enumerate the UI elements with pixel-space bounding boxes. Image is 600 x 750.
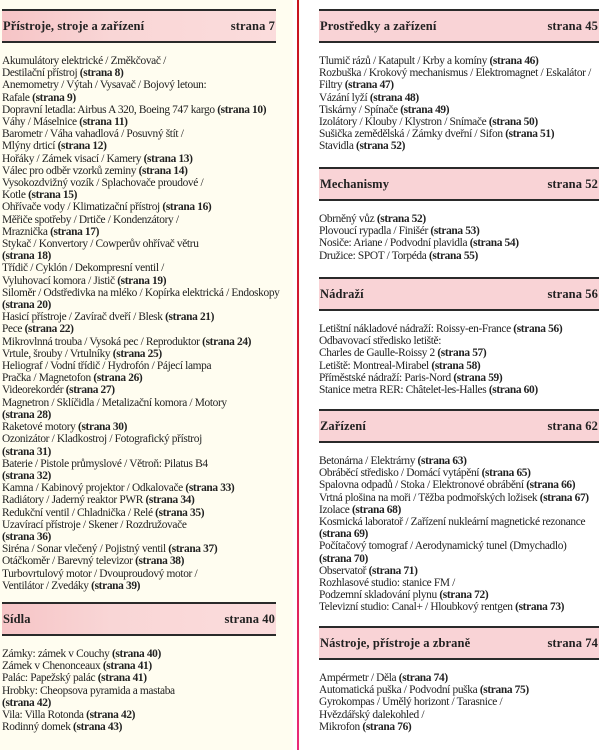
entry-page-ref: (strana 70) bbox=[319, 552, 368, 565]
entry-page-ref: (strana 17) bbox=[50, 225, 100, 238]
index-entry bbox=[2, 409, 276, 421]
entry-page-ref: (strana 26) bbox=[93, 372, 143, 385]
index-entry bbox=[2, 153, 276, 165]
index-entry bbox=[2, 128, 276, 140]
entry-text: Ozonizátor / Kladkostroj / Fotografický přístroj bbox=[2, 433, 202, 446]
entry-page-ref: (strana 21) bbox=[165, 311, 215, 324]
entry-page-ref: (strana 10) bbox=[217, 103, 267, 116]
entry-text: Rafale bbox=[2, 91, 30, 104]
index-entry bbox=[319, 528, 599, 540]
index-entry bbox=[319, 601, 599, 613]
index-entry bbox=[2, 299, 276, 311]
entry-page-ref: (strana 15) bbox=[28, 189, 78, 202]
entry-page-ref: (strana 75) bbox=[479, 684, 529, 697]
entry-text: Plovoucí rypadla / Finišér bbox=[319, 225, 428, 238]
entry-text: Radiátory / Jaderný reaktor PWR bbox=[2, 494, 143, 507]
entry-page-ref: (strana 50) bbox=[488, 116, 538, 129]
entry-page-ref: (strana 57) bbox=[437, 347, 487, 360]
index-entry bbox=[2, 104, 276, 116]
entry-text: Redukční ventil / Chladnička / Relé bbox=[2, 506, 153, 519]
entry-list bbox=[319, 672, 599, 733]
entry-text: Vázání lyží bbox=[319, 91, 368, 104]
entry-page-ref: (strana 25) bbox=[112, 347, 162, 360]
index-entry bbox=[2, 384, 276, 396]
entry-text: Rozbuška / Krokový mechanismus / Elektromagnet / Eskalátor / bbox=[319, 67, 591, 80]
index-entry bbox=[319, 672, 599, 684]
index-entry bbox=[319, 140, 599, 152]
section-header bbox=[319, 9, 599, 43]
index-entry bbox=[2, 721, 276, 733]
index-entry bbox=[319, 372, 599, 384]
index-entry bbox=[319, 250, 599, 262]
entry-text: Hrobky: Cheopsova pyramida a mastaba bbox=[2, 684, 175, 697]
entry-text: Sušička zemědělská / Zámky dveřní / Sifon bbox=[319, 128, 503, 141]
entry-text: Baterie / Pistole průmyslové / Větroň: Pilatus B4 bbox=[2, 457, 208, 470]
entry-page-ref: (strana 58) bbox=[431, 359, 481, 372]
entry-text: Měřiče spotřeby / Drtiče / Kondenzátory / bbox=[2, 213, 179, 226]
index-entry bbox=[2, 372, 276, 384]
index-entry bbox=[2, 531, 276, 543]
section-title: Mechanismy bbox=[320, 176, 390, 191]
index-entry bbox=[319, 553, 599, 565]
index-entry bbox=[2, 672, 276, 684]
index-entry bbox=[2, 397, 276, 409]
entry-page-ref: (strana 51) bbox=[505, 128, 555, 141]
index-entry bbox=[2, 116, 276, 128]
index-entry bbox=[319, 467, 599, 479]
index-entry bbox=[319, 589, 599, 601]
entry-page-ref: (strana 13) bbox=[143, 152, 193, 165]
index-entry bbox=[2, 421, 276, 433]
entry-page-ref: (strana 39) bbox=[91, 579, 141, 592]
index-entry bbox=[319, 455, 599, 467]
entry-text: Charles de Gaulle-Roissy 2 bbox=[319, 347, 435, 360]
entry-page-ref: (strana 37) bbox=[168, 543, 218, 556]
entry-text: Obrněný vůz bbox=[319, 213, 375, 225]
entry-page-ref: (strana 56) bbox=[513, 323, 563, 335]
entry-page-ref: (strana 19) bbox=[117, 274, 167, 287]
entry-text: Vrtule, šrouby / Vrtulníky bbox=[2, 347, 111, 360]
entry-text: Stanice metra RER: Châtelet-les-Halles bbox=[319, 384, 487, 397]
entry-text: Pračka / Magnetofon bbox=[2, 372, 91, 385]
entry-page-ref: (strana 24) bbox=[202, 335, 252, 348]
section-sidla bbox=[2, 602, 276, 733]
entry-text: Destilační přístroj bbox=[2, 67, 78, 80]
index-entry bbox=[319, 213, 599, 225]
index-entry bbox=[319, 55, 599, 67]
entry-text: Izolátory / Klouby / Klystron / Snímače bbox=[319, 116, 487, 129]
right-page bbox=[300, 0, 600, 750]
entry-text: Zámky: zámek v Couchy bbox=[2, 648, 110, 660]
entry-text: Televizní studio: Canal+ / Hloubkový rentgen bbox=[319, 601, 513, 614]
entry-text: Stykač / Konvertory / Cowperův ohřívač větru bbox=[2, 238, 199, 251]
index-entry bbox=[319, 709, 599, 721]
section-page-ref: strana 74 bbox=[547, 635, 598, 650]
entry-text: Tlumič rázů / Katapult / Krby a komíny bbox=[319, 55, 487, 67]
entry-text: Hvězdářský dalekohled / bbox=[319, 708, 425, 721]
index-entry bbox=[2, 55, 276, 67]
entry-page-ref: (strana 36) bbox=[2, 530, 51, 543]
entry-text: Vrtná plošina na moři / Těžba podmořských ložisek bbox=[319, 491, 538, 504]
index-entry bbox=[2, 458, 276, 470]
index-entry bbox=[2, 226, 276, 238]
entry-text: Vyluhovací komora / Jistič bbox=[2, 274, 115, 287]
index-entry bbox=[2, 250, 276, 262]
index-entry bbox=[2, 262, 276, 274]
entry-text: Filtry bbox=[319, 79, 343, 92]
index-entry bbox=[2, 360, 276, 372]
index-entry bbox=[319, 684, 599, 696]
index-entry bbox=[319, 128, 599, 140]
section-page-ref: strana 45 bbox=[547, 18, 598, 33]
entry-page-ref: (strana 27) bbox=[65, 384, 115, 397]
index-entry bbox=[2, 79, 276, 91]
entry-page-ref: (strana 12) bbox=[57, 140, 107, 153]
entry-text: Gyrokompas / Umělý horizont / Tarasnice / bbox=[319, 696, 503, 709]
index-entry bbox=[319, 565, 599, 577]
section-header bbox=[319, 167, 599, 201]
entry-page-ref: (strana 18) bbox=[2, 250, 51, 263]
entry-page-ref: (strana 31) bbox=[2, 445, 51, 458]
entry-page-ref: (strana 8) bbox=[79, 67, 124, 80]
section-header bbox=[319, 277, 599, 311]
entry-text: Dopravní letadla: Airbus A 320, Boeing 747 kargo bbox=[2, 103, 215, 116]
entry-text: Rozhlasové studio: stanice FM / bbox=[319, 577, 455, 590]
entry-page-ref: (strana 52) bbox=[356, 140, 406, 153]
entry-page-ref: (strana 46) bbox=[489, 55, 539, 67]
entry-page-ref: (strana 68) bbox=[351, 503, 401, 516]
entry-text: Palác: Papežský palác bbox=[2, 672, 96, 685]
section-mechanismy bbox=[319, 167, 599, 262]
entry-page-ref: (strana 43) bbox=[73, 721, 123, 734]
index-entry bbox=[2, 177, 276, 189]
section-page-ref: strana 7 bbox=[230, 18, 275, 33]
entry-text: Nosiče: Ariane / Podvodní plavidla bbox=[319, 237, 468, 250]
index-entry bbox=[319, 92, 599, 104]
entry-text: Kotle bbox=[2, 189, 26, 202]
index-entry bbox=[2, 660, 276, 672]
index-entry bbox=[319, 323, 599, 335]
index-entry bbox=[2, 433, 276, 445]
section-title: Přístroje, stroje a zařízení bbox=[3, 18, 145, 33]
index-entry bbox=[2, 470, 276, 482]
section-header bbox=[2, 9, 276, 43]
section-title: Nástroje, přístroje a zbraně bbox=[320, 635, 471, 650]
index-entry bbox=[2, 543, 276, 555]
entry-page-ref: (strana 42) bbox=[86, 709, 136, 722]
section-zarizeni bbox=[319, 409, 599, 614]
entry-text: Automatická puška / Podvodní puška bbox=[319, 684, 478, 697]
section-header bbox=[319, 409, 599, 443]
index-entry bbox=[2, 697, 276, 709]
entry-text: Otáčkoměr / Barevný televizor bbox=[2, 555, 133, 568]
entry-text: Mikrovlnná trouba / Vysoká pec / Reproduktor bbox=[2, 335, 200, 348]
entry-page-ref: (strana 40) bbox=[111, 648, 161, 660]
entry-text: Pece bbox=[2, 323, 23, 336]
index-entry bbox=[319, 504, 599, 516]
entry-text: Příměstské nádraží: Paris-Nord bbox=[319, 371, 451, 384]
entry-text: Uzavírací přístroje / Skener / Rozdružovače bbox=[2, 518, 187, 531]
entry-page-ref: (strana 22) bbox=[24, 323, 74, 336]
entry-page-ref: (strana 69) bbox=[319, 528, 368, 541]
index-entry bbox=[319, 67, 599, 79]
entry-text: Váhy / Máselnice bbox=[2, 116, 77, 129]
entry-page-ref: (strana 41) bbox=[97, 672, 147, 685]
entry-text: Podzemní skladování plynu bbox=[319, 589, 437, 602]
index-entry bbox=[2, 67, 276, 79]
index-entry bbox=[2, 507, 276, 519]
section-page-ref: strana 40 bbox=[224, 611, 275, 626]
section-page-ref: strana 56 bbox=[547, 286, 598, 301]
entry-text: Kamna / Kabinový projektor / Odkalovače bbox=[2, 482, 183, 495]
entry-text: Hořáky / Zámek visací / Kamery bbox=[2, 152, 142, 165]
section-title: Nádraží bbox=[320, 286, 364, 301]
entry-page-ref: (strana 63) bbox=[417, 455, 467, 467]
entry-text: Zámek v Chenonceaux bbox=[2, 660, 101, 673]
index-entry bbox=[319, 577, 599, 589]
entry-text: Raketové motory bbox=[2, 421, 76, 434]
entry-page-ref: (strana 34) bbox=[145, 494, 195, 507]
entry-text: Stavidla bbox=[319, 140, 354, 153]
entry-text: Siréna / Sonar vlečený / Pojistný ventil bbox=[2, 543, 166, 556]
section-page-ref: strana 62 bbox=[547, 418, 598, 433]
left-page bbox=[0, 0, 292, 750]
entry-page-ref: (strana 49) bbox=[400, 103, 450, 116]
index-entry bbox=[319, 384, 599, 396]
index-entry bbox=[2, 494, 276, 506]
entry-page-ref: (strana 33) bbox=[185, 482, 235, 495]
entry-page-ref: (strana 14) bbox=[138, 164, 188, 177]
entry-page-ref: (strana 20) bbox=[2, 299, 51, 312]
index-entry bbox=[2, 214, 276, 226]
index-entry bbox=[319, 696, 599, 708]
index-entry bbox=[2, 555, 276, 567]
entry-text: Letištní nákladové nádraží: Roissy-en-France bbox=[319, 323, 511, 335]
index-entry bbox=[319, 104, 599, 116]
entry-text: Observatoř bbox=[319, 564, 367, 577]
entry-page-ref: (strana 65) bbox=[481, 467, 531, 480]
entry-list bbox=[319, 55, 599, 153]
section-title: Sídla bbox=[3, 611, 31, 626]
index-entry bbox=[2, 165, 276, 177]
entry-text: Anemometry / Výtah / Vysavač / Bojový letoun: bbox=[2, 79, 207, 92]
entry-list bbox=[319, 455, 599, 614]
index-entry bbox=[2, 311, 276, 323]
entry-page-ref: (strana 55) bbox=[428, 249, 478, 262]
index-entry bbox=[319, 335, 599, 347]
entry-page-ref: (strana 59) bbox=[453, 371, 503, 384]
index-entry bbox=[2, 685, 276, 697]
index-entry bbox=[2, 286, 280, 299]
entry-page-ref: (strana 9) bbox=[32, 91, 76, 104]
index-entry bbox=[2, 348, 276, 360]
entry-page-ref: (strana 76) bbox=[362, 720, 412, 733]
entry-text: Rodinný domek bbox=[2, 721, 71, 734]
index-entry bbox=[319, 492, 599, 504]
entry-text: Ampérmetr / Děla bbox=[319, 672, 397, 684]
entry-page-ref: (strana 72) bbox=[439, 589, 489, 602]
entry-text: Magnetron / Sklíčidla / Metalizační komora / Motory bbox=[2, 396, 227, 409]
index-entry bbox=[2, 709, 276, 721]
entry-page-ref: (strana 48) bbox=[369, 91, 419, 104]
entry-text: Kosmická laboratoř / Zařízení nukleární magnetické rezonance bbox=[319, 516, 586, 529]
entry-page-ref: (strana 35) bbox=[155, 506, 205, 519]
index-entry bbox=[2, 648, 276, 660]
entry-page-ref: (strana 54) bbox=[469, 237, 519, 250]
index-entry bbox=[2, 323, 276, 335]
index-entry bbox=[2, 519, 276, 531]
entry-text: Třídič / Cyklón / Dekompresní ventil / bbox=[2, 262, 164, 275]
entry-text: Obráběcí středisko / Domácí vytápění bbox=[319, 467, 480, 480]
index-entry bbox=[319, 347, 599, 359]
index-entry bbox=[319, 79, 599, 91]
entry-text: Spalovna odpadů / Stoka / Elektronové obrábění bbox=[319, 479, 524, 492]
index-entry bbox=[2, 580, 276, 592]
entry-text: Družice: SPOT / Torpéda bbox=[319, 249, 427, 262]
index-entry bbox=[2, 238, 276, 250]
entry-page-ref: (strana 30) bbox=[78, 421, 128, 434]
entry-text: Mikrofon bbox=[319, 720, 360, 733]
entry-text: Vysokozdvižný vozík / Splachovače proudové / bbox=[2, 177, 204, 190]
spine-rule bbox=[297, 0, 299, 750]
index-entry bbox=[2, 201, 276, 213]
index-entry bbox=[2, 275, 276, 287]
section-title: Zařízení bbox=[320, 418, 366, 433]
entry-list bbox=[319, 213, 599, 262]
entry-list bbox=[2, 648, 276, 733]
entry-text: Mlýny drticí bbox=[2, 140, 56, 153]
entry-text: Počítačový tomograf / Aerodynamický tunel (Dmychadlo) bbox=[319, 540, 567, 553]
section-nastroje bbox=[319, 626, 599, 733]
entry-page-ref: (strana 11) bbox=[79, 116, 128, 129]
entry-page-ref: (strana 47) bbox=[344, 79, 394, 92]
entry-page-ref: (strana 38) bbox=[135, 555, 185, 568]
entry-list bbox=[2, 55, 280, 592]
entry-page-ref: (strana 52) bbox=[376, 213, 426, 225]
entry-page-ref: (strana 74) bbox=[398, 672, 448, 684]
index-entry bbox=[2, 92, 276, 104]
entry-text: Letiště: Montreal-Mirabel bbox=[319, 359, 429, 372]
entry-text: Betonárna / Elektrárny bbox=[319, 455, 416, 467]
index-entry bbox=[319, 116, 599, 128]
index-entry bbox=[319, 721, 599, 733]
index-entry bbox=[2, 140, 276, 152]
entry-page-ref: (strana 32) bbox=[2, 469, 51, 482]
index-entry bbox=[319, 516, 599, 528]
index-entry bbox=[2, 568, 276, 580]
index-entry bbox=[319, 237, 599, 249]
entry-text: Heliograf / Vodní třídič / Hydrofón / Pájecí lampa bbox=[2, 360, 212, 373]
entry-page-ref: (strana 28) bbox=[2, 408, 51, 421]
entry-text: Barometr / Váha vahadlová / Posuvný štít / bbox=[2, 128, 184, 141]
index-entry bbox=[2, 336, 276, 348]
section-title: Prostředky a zařízení bbox=[320, 18, 437, 33]
entry-text: Siloměr / Odstředivka na mléko / Kopírka elektrická / Endoskopy bbox=[2, 286, 280, 299]
entry-page-ref: (strana 53) bbox=[430, 225, 480, 238]
entry-page-ref: (strana 60) bbox=[488, 384, 538, 397]
entry-text: Hasicí přístroje / Zavírač dveří / Blesk bbox=[2, 311, 163, 324]
entry-list bbox=[319, 323, 599, 396]
entry-text: Válec pro odběr vzorků zeminy bbox=[2, 164, 137, 177]
section-header bbox=[2, 602, 276, 636]
index-entry bbox=[319, 479, 599, 491]
index-entry bbox=[319, 540, 599, 552]
section-header bbox=[319, 626, 599, 660]
entry-page-ref: (strana 16) bbox=[162, 201, 212, 214]
entry-text: Tiskárny / Spínače bbox=[319, 103, 398, 116]
section-prostredky bbox=[319, 9, 599, 153]
index-entry bbox=[2, 446, 276, 458]
entry-text: Izolace bbox=[319, 503, 350, 516]
section-nadrazi bbox=[319, 277, 599, 396]
entry-text: Videorekordér bbox=[2, 384, 64, 397]
entry-text: Ventilátor / Zvedáky bbox=[2, 579, 89, 592]
entry-text: Ohřívače vody / Klimatizační přístroj bbox=[2, 201, 160, 214]
entry-page-ref: (strana 73) bbox=[515, 601, 565, 614]
section-pristroje bbox=[2, 9, 280, 592]
entry-page-ref: (strana 41) bbox=[102, 660, 152, 673]
section-page-ref: strana 52 bbox=[547, 176, 598, 191]
entry-text: Odbavovací středisko letiště: bbox=[319, 335, 442, 348]
entry-text: Vila: Villa Rotonda bbox=[2, 709, 84, 722]
entry-text: Akumulátory elektrické / Změkčovač / bbox=[2, 55, 166, 67]
entry-text: Mraznička bbox=[2, 225, 48, 238]
index-entry bbox=[2, 482, 276, 494]
entry-page-ref: (strana 42) bbox=[2, 696, 51, 709]
entry-text: Turbovrtulový motor / Dvouproudový motor / bbox=[2, 567, 198, 580]
index-entry bbox=[2, 189, 276, 201]
entry-page-ref: (strana 71) bbox=[368, 564, 418, 577]
entry-page-ref: (strana 66) bbox=[526, 479, 576, 492]
index-entry bbox=[319, 225, 599, 237]
index-entry bbox=[319, 360, 599, 372]
entry-page-ref: (strana 67) bbox=[539, 491, 589, 504]
